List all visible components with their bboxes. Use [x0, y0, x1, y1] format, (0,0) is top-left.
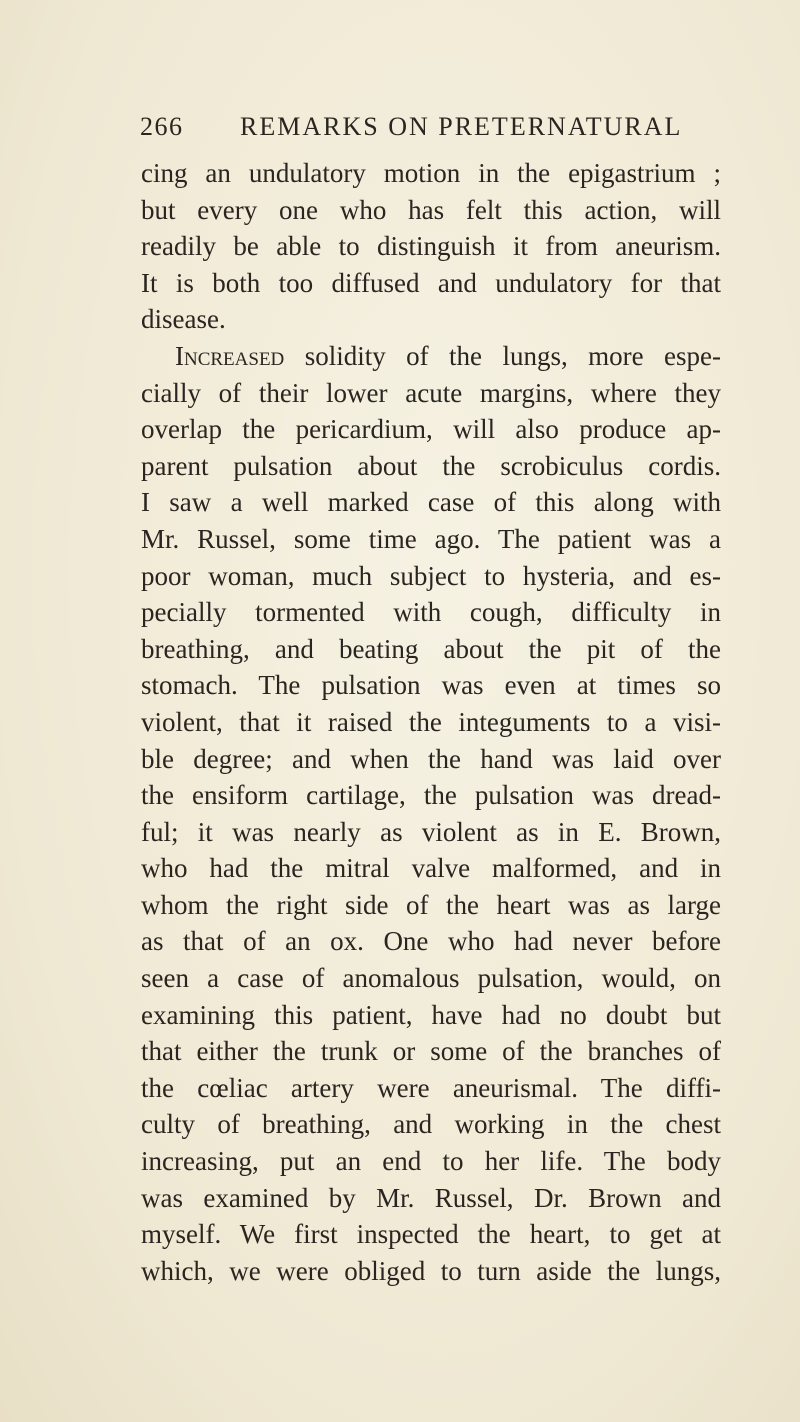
text-line: whom the right side of the heart was as large: [141, 889, 721, 920]
text-line: culty of breathing, and working in the chest: [141, 1109, 721, 1140]
text-line: readily be able to distinguish it from aneurism.: [141, 231, 721, 262]
text-line: I saw a well marked case of this along with: [141, 487, 721, 518]
paragraph-lead-word: Increased: [175, 340, 285, 371]
text-line: violent, that it raised the integuments to a visi-: [141, 706, 721, 737]
text-line: who had the mitral valve malformed, and in: [141, 853, 721, 884]
text-line: cially of their lower acute margins, where they: [141, 377, 721, 408]
body-text: [141, 155, 721, 1289]
text-line: stomach. The pulsation was even at times so: [141, 670, 721, 701]
text-line: the ensiform cartilage, the pulsation was dread-: [141, 780, 721, 811]
text-line: overlap the pericardium, will also produce ap-: [141, 414, 721, 445]
text-line: examining this patient, have had no doubt but: [141, 999, 721, 1030]
text-line: poor woman, much subject to hysteria, and es-: [141, 560, 721, 591]
text-line-rest: solidity of the lungs, more espe-: [284, 340, 721, 371]
text-line: ful; it was nearly as violent as in E. Brown,: [141, 816, 721, 847]
text-line: that either the trunk or some of the branches of: [141, 1036, 721, 1067]
text-line: increasing, put an end to her life. The body: [141, 1146, 721, 1177]
running-head: [140, 112, 700, 148]
text-line: cing an undulatory motion in the epigastrium ;: [141, 158, 721, 188]
text-line: which, we were obliged to turn aside the lungs,: [141, 1255, 721, 1286]
text-line: parent pulsation about the scrobiculus cordis.: [141, 450, 721, 481]
text-line: disease.: [141, 304, 226, 335]
paragraph-opening-line: [141, 338, 721, 375]
page-number: 266: [140, 112, 184, 141]
text-line: It is both too diffused and undulatory for that: [141, 267, 721, 298]
text-line: ble degree; and when the hand was laid over: [141, 743, 721, 774]
running-head-title: REMARKS ON PRETERNATURAL: [240, 112, 683, 141]
text-line: was examined by Mr. Russel, Dr. Brown and: [141, 1182, 721, 1213]
text-line: Mr. Russel, some time ago. The patient was a: [141, 523, 721, 554]
text-line: seen a case of anomalous pulsation, would, on: [141, 963, 721, 994]
text-line: pecially tormented with cough, difficulty in: [141, 597, 721, 628]
text-line: myself. We first inspected the heart, to get at: [141, 1219, 721, 1250]
text-line: the cœliac artery were aneurismal. The diffi-: [141, 1072, 721, 1103]
text-line: breathing, and beating about the pit of the: [141, 633, 721, 664]
text-line: as that of an ox. One who had never before: [141, 926, 721, 957]
text-line: but every one who has felt this action, will: [141, 194, 721, 225]
